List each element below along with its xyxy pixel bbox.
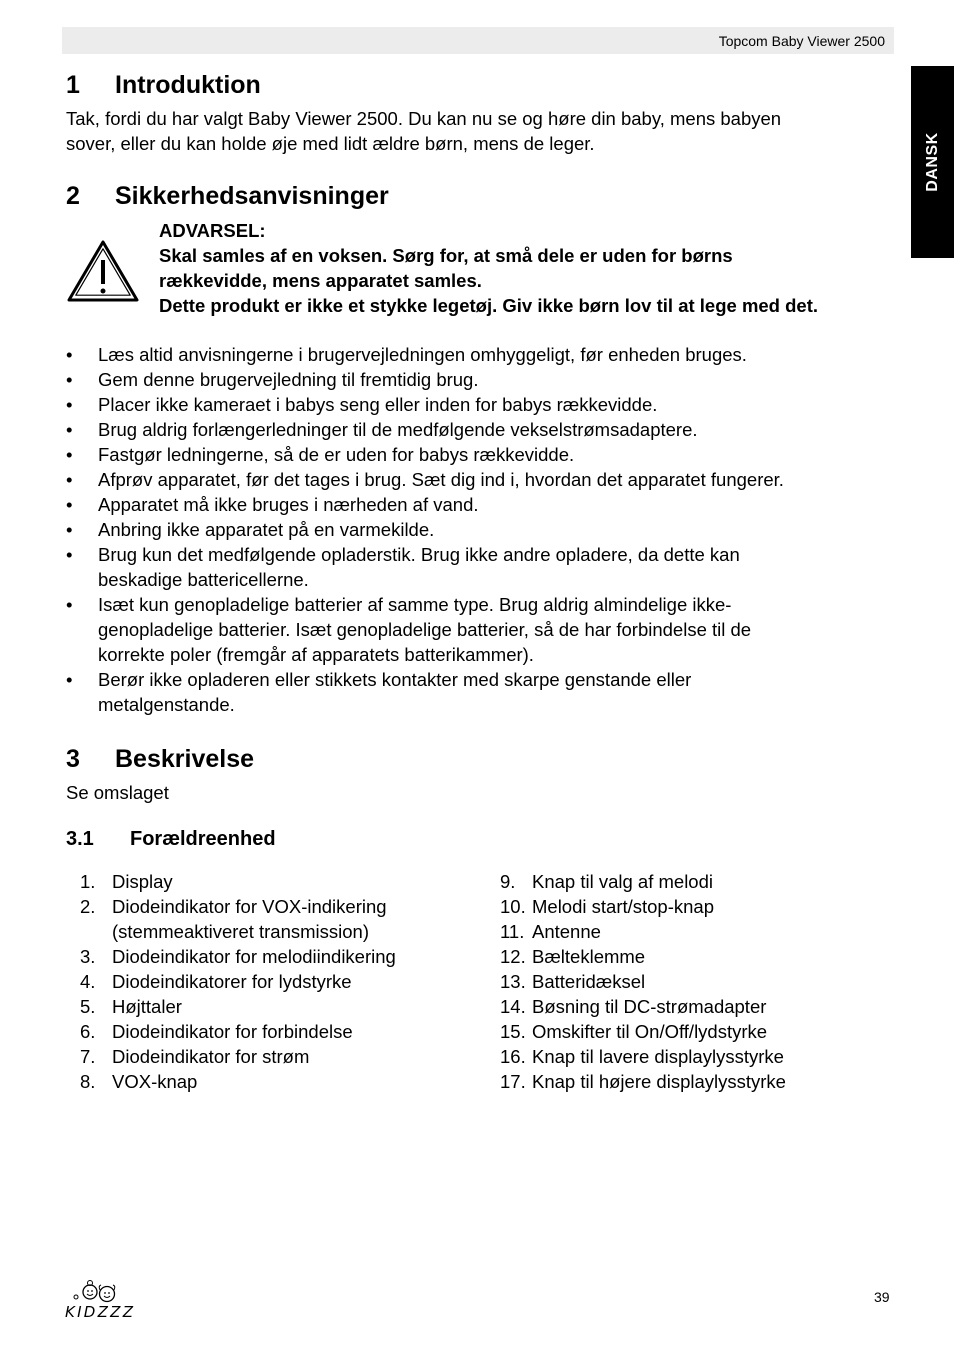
bullet-marker: •	[66, 494, 73, 515]
list-item-text: Batteridæksel	[532, 971, 646, 992]
item-number: 2.	[80, 896, 96, 917]
item-number: 6.	[80, 1021, 96, 1042]
list-item-text: Brug aldrig forlængerledninger til de medfølgende vekselstrømsadaptere.	[98, 419, 698, 440]
list-item-text: Knap til højere displaylysstyrke	[532, 1071, 786, 1092]
section-number: 1	[66, 71, 80, 99]
bullet-marker: •	[66, 594, 73, 615]
item-number: 5.	[80, 996, 96, 1017]
list-item	[66, 667, 866, 717]
list-item-text: VOX-knap	[112, 1071, 198, 1092]
bullet-marker: •	[66, 469, 73, 490]
section-3-heading	[66, 745, 254, 774]
list-item	[66, 417, 866, 442]
list-item-text: Omskifter til On/Off/lydstyrke	[532, 1021, 768, 1042]
list-item-text: Diodeindikator for VOX-indikering	[112, 896, 387, 917]
item-number: 8.	[80, 1071, 96, 1092]
list-item	[80, 944, 480, 969]
list-item	[500, 869, 900, 894]
section-title: Introduktion	[115, 71, 261, 99]
header-title: Topcom Baby Viewer 2500	[718, 33, 885, 49]
list-item	[80, 1044, 480, 1069]
item-number: 13.	[500, 971, 526, 992]
section-number: 3	[66, 745, 80, 773]
section-title: Beskrivelse	[115, 745, 255, 773]
warning-heading: ADVARSEL:	[159, 220, 266, 241]
section-number: 2	[66, 182, 80, 210]
subsection-title: Forældreenhed	[130, 828, 276, 850]
list-item-text: (stemmeaktiveret transmission)	[112, 921, 370, 942]
list-item	[66, 592, 866, 667]
list-item	[66, 442, 866, 467]
warning-line: rækkevidde, mens apparatet samles.	[159, 270, 482, 291]
warning-triangle-icon	[66, 238, 140, 304]
page-number: 39	[874, 1289, 890, 1305]
list-item	[500, 1019, 900, 1044]
bullet-marker: •	[66, 669, 73, 690]
list-item-text: Bøsning til DC-strømadapter	[532, 996, 767, 1017]
intro-paragraph	[66, 106, 781, 156]
list-item	[80, 1019, 480, 1044]
list-item	[66, 492, 866, 517]
subsection-number: 3.1	[66, 828, 94, 850]
list-item-text: Højttaler	[112, 996, 182, 1017]
list-item-text: Afprøv apparatet, før det tages i brug. Sæt dig ind i, hvordan det apparatet fungerer.	[98, 469, 784, 490]
list-item-text: beskadige battericellerne.	[98, 569, 309, 590]
item-number: 7.	[80, 1046, 96, 1067]
list-item	[500, 994, 900, 1019]
list-item-text: Gem denne brugervejledning til fremtidig brug.	[98, 369, 479, 390]
item-number: 16.	[500, 1046, 526, 1067]
item-number: 9.	[500, 871, 516, 892]
list-item-text: Fastgør ledningerne, så de er uden for babys rækkevidde.	[98, 444, 575, 465]
list-item-text: Knap til valg af melodi	[532, 871, 713, 892]
list-item-text: Læs altid anvisningerne i brugervejledningen omhyggeligt, før enheden bruges.	[98, 344, 747, 365]
list-item-text: Diodeindikator for melodiindikering	[112, 946, 396, 967]
list-item-text: Diodeindikator for forbindelse	[112, 1021, 353, 1042]
list-item-text: Anbring ikke apparatet på en varmekilde.	[98, 519, 435, 540]
intro-line: Tak, fordi du har valgt Baby Viewer 2500. Du kan nu se og høre din baby, mens babyen	[66, 108, 782, 129]
kidzzz-logo	[62, 1278, 138, 1322]
list-item-text: Antenne	[532, 921, 601, 942]
intro-line: sover, eller du kan holde øje med lidt ældre børn, mens de leger.	[66, 133, 595, 154]
subsection-3-1-heading	[66, 828, 276, 851]
list-item	[80, 994, 480, 1019]
item-number: 3.	[80, 946, 96, 967]
list-item	[500, 944, 900, 969]
list-item	[66, 517, 866, 542]
warning-line: Dette produkt er ikke et stykke legetøj. Giv ikke børn lov til at lege med det.	[159, 295, 819, 316]
bullet-marker: •	[66, 369, 73, 390]
language-tab	[911, 66, 954, 258]
item-number: 1.	[80, 871, 96, 892]
item-number: 17.	[500, 1071, 526, 1092]
bullet-marker: •	[66, 444, 73, 465]
parts-list-right	[500, 869, 900, 1094]
list-item-text: Melodi start/stop-knap	[532, 896, 715, 917]
item-number: 11.	[500, 921, 525, 942]
list-item	[66, 542, 866, 592]
list-item-text: Display	[112, 871, 173, 892]
list-item	[80, 894, 480, 944]
list-item-text: genopladelige batterier. Isæt genopladelige batterier, så de har forbindelse til de	[98, 619, 752, 640]
list-item	[500, 919, 900, 944]
list-item-text: Apparatet må ikke bruges i nærheden af vand.	[98, 494, 479, 515]
list-item	[66, 342, 866, 367]
section-2-heading	[66, 182, 389, 211]
list-item-text: Brug kun det medfølgende opladerstik. Brug ikke andre opladere, da dette kan	[98, 544, 740, 565]
list-item	[500, 894, 900, 919]
safety-list	[66, 342, 866, 717]
parts-list-left	[80, 869, 480, 1094]
list-item-text: Diodeindikatorer for lydstyrke	[112, 971, 352, 992]
language-tab-label: DANSK	[923, 132, 941, 192]
list-item-text: Diodeindikator for strøm	[112, 1046, 310, 1067]
list-item	[80, 869, 480, 894]
section-3-subtitle: Se omslaget	[66, 782, 169, 803]
section-1-heading	[66, 71, 261, 100]
bullet-marker: •	[66, 419, 73, 440]
list-item	[66, 467, 866, 492]
warning-block	[159, 218, 899, 318]
item-number: 10.	[500, 896, 526, 917]
bullet-marker: •	[66, 519, 73, 540]
list-item-text: Berør ikke opladeren eller stikkets kontakter med skarpe genstande eller	[98, 669, 692, 690]
list-item-text: metalgenstande.	[98, 694, 235, 715]
bullet-marker: •	[66, 344, 73, 365]
logo-text: KIDZZZ	[65, 1303, 133, 1321]
item-number: 4.	[80, 971, 96, 992]
section-title: Sikkerhedsanvisninger	[115, 182, 389, 210]
warning-line: Skal samles af en voksen. Sørg for, at små dele er uden for børns	[159, 245, 733, 266]
item-number: 12.	[500, 946, 526, 967]
list-item	[80, 969, 480, 994]
list-item-text: Isæt kun genopladelige batterier af samme type. Brug aldrig almindelige ikke-	[98, 594, 732, 615]
list-item-text: Placer ikke kameraet i babys seng eller inden for babys rækkevidde.	[98, 394, 658, 415]
list-item-text: Bælteklemme	[532, 946, 646, 967]
list-item	[500, 1044, 900, 1069]
bullet-marker: •	[66, 394, 73, 415]
list-item-text: korrekte poler (fremgår af apparatets batterikammer).	[98, 644, 534, 665]
item-number: 15.	[500, 1021, 526, 1042]
list-item-text: Knap til lavere displaylysstyrke	[532, 1046, 784, 1067]
list-item	[80, 1069, 480, 1094]
header-bar	[62, 27, 894, 54]
bullet-marker: •	[66, 544, 73, 565]
list-item	[66, 367, 866, 392]
list-item	[66, 392, 866, 417]
list-item	[500, 1069, 900, 1094]
list-item	[500, 969, 900, 994]
item-number: 14.	[500, 996, 526, 1017]
